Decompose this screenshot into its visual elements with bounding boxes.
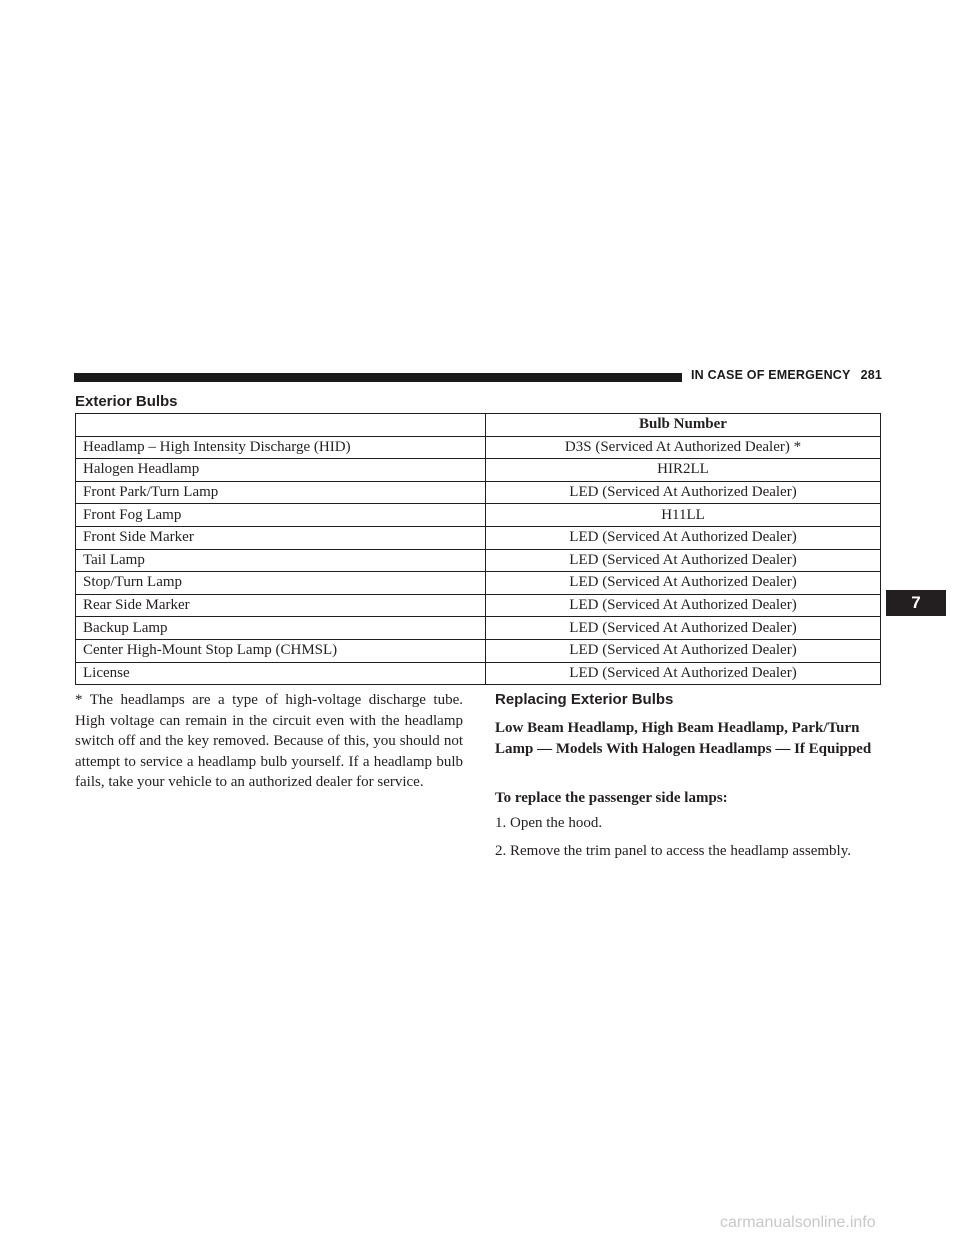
table-row [76, 594, 881, 617]
chapter-tab: 7 [886, 590, 946, 616]
lamp-name: Backup Lamp [76, 617, 486, 640]
bulb-number: LED (Serviced At Authorized Dealer) [486, 639, 881, 662]
lamp-name: Headlamp – High Intensity Discharge (HID) [76, 436, 486, 459]
table-row [76, 549, 881, 572]
bulb-number: LED (Serviced At Authorized Dealer) [486, 662, 881, 685]
step-item: 2. Remove the trim panel to access the headlamp assembly. [495, 843, 852, 859]
step-item: 1. Open the hood. [495, 815, 603, 831]
bulb-number: LED (Serviced At Authorized Dealer) [486, 526, 881, 549]
page-number: 281 [860, 368, 883, 382]
bulb-number: HIR2LL [486, 459, 881, 482]
lamp-name: Halogen Headlamp [76, 459, 486, 482]
table-row [76, 481, 881, 504]
exterior-bulbs-title: Exterior Bulbs [75, 393, 178, 410]
bulb-number: LED (Serviced At Authorized Dealer) [486, 549, 881, 572]
table-row [76, 504, 881, 527]
table-header-row [76, 414, 881, 437]
lamp-name: Front Side Marker [76, 526, 486, 549]
table-row [76, 617, 881, 640]
table-row [76, 526, 881, 549]
column-header-description [76, 414, 486, 437]
passenger-side-instruction: To replace the passenger side lamps: [495, 790, 728, 806]
bulb-number: LED (Serviced At Authorized Dealer) [486, 481, 881, 504]
column-header-bulb-number: Bulb Number [486, 414, 881, 437]
table-row [76, 572, 881, 595]
halogen-headlamp-subheading: Low Beam Headlamp, High Beam Headlamp, Park/Turn Lamp — Models With Halogen Headlamps — If Equipped [495, 720, 872, 757]
lamp-name: Rear Side Marker [76, 594, 486, 617]
table-row [76, 436, 881, 459]
lamp-name: Front Fog Lamp [76, 504, 486, 527]
bulb-number: H11LL [486, 504, 881, 527]
hid-footnote: * The headlamps are a type of high-voltage discharge tube. High voltage can remain in the circuit even with the headlamp switch off and the key removed. Because of this, you should not attempt to service a headlamp bulb yourself. If a headlamp bulb fails, take your vehicle to an authorized dealer for service. [75, 692, 463, 791]
lamp-name: Center High-Mount Stop Lamp (CHMSL) [76, 639, 486, 662]
table-row [76, 639, 881, 662]
replacing-exterior-bulbs-title: Replacing Exterior Bulbs [495, 691, 674, 708]
bulb-number: D3S (Serviced At Authorized Dealer) * [486, 436, 881, 459]
bulb-number: LED (Serviced At Authorized Dealer) [486, 594, 881, 617]
lamp-name: Front Park/Turn Lamp [76, 481, 486, 504]
header-rule [74, 373, 682, 382]
bulb-number: LED (Serviced At Authorized Dealer) [486, 572, 881, 595]
lamp-name: Tail Lamp [76, 549, 486, 572]
bulb-table [75, 413, 881, 685]
header-section: IN CASE OF EMERGENCY [691, 368, 851, 382]
lamp-name: License [76, 662, 486, 685]
table-row [76, 662, 881, 685]
running-header [691, 368, 882, 382]
watermark: carmanualsonline.info [720, 1214, 876, 1231]
lamp-name: Stop/Turn Lamp [76, 572, 486, 595]
table-row [76, 459, 881, 482]
bulb-number: LED (Serviced At Authorized Dealer) [486, 617, 881, 640]
